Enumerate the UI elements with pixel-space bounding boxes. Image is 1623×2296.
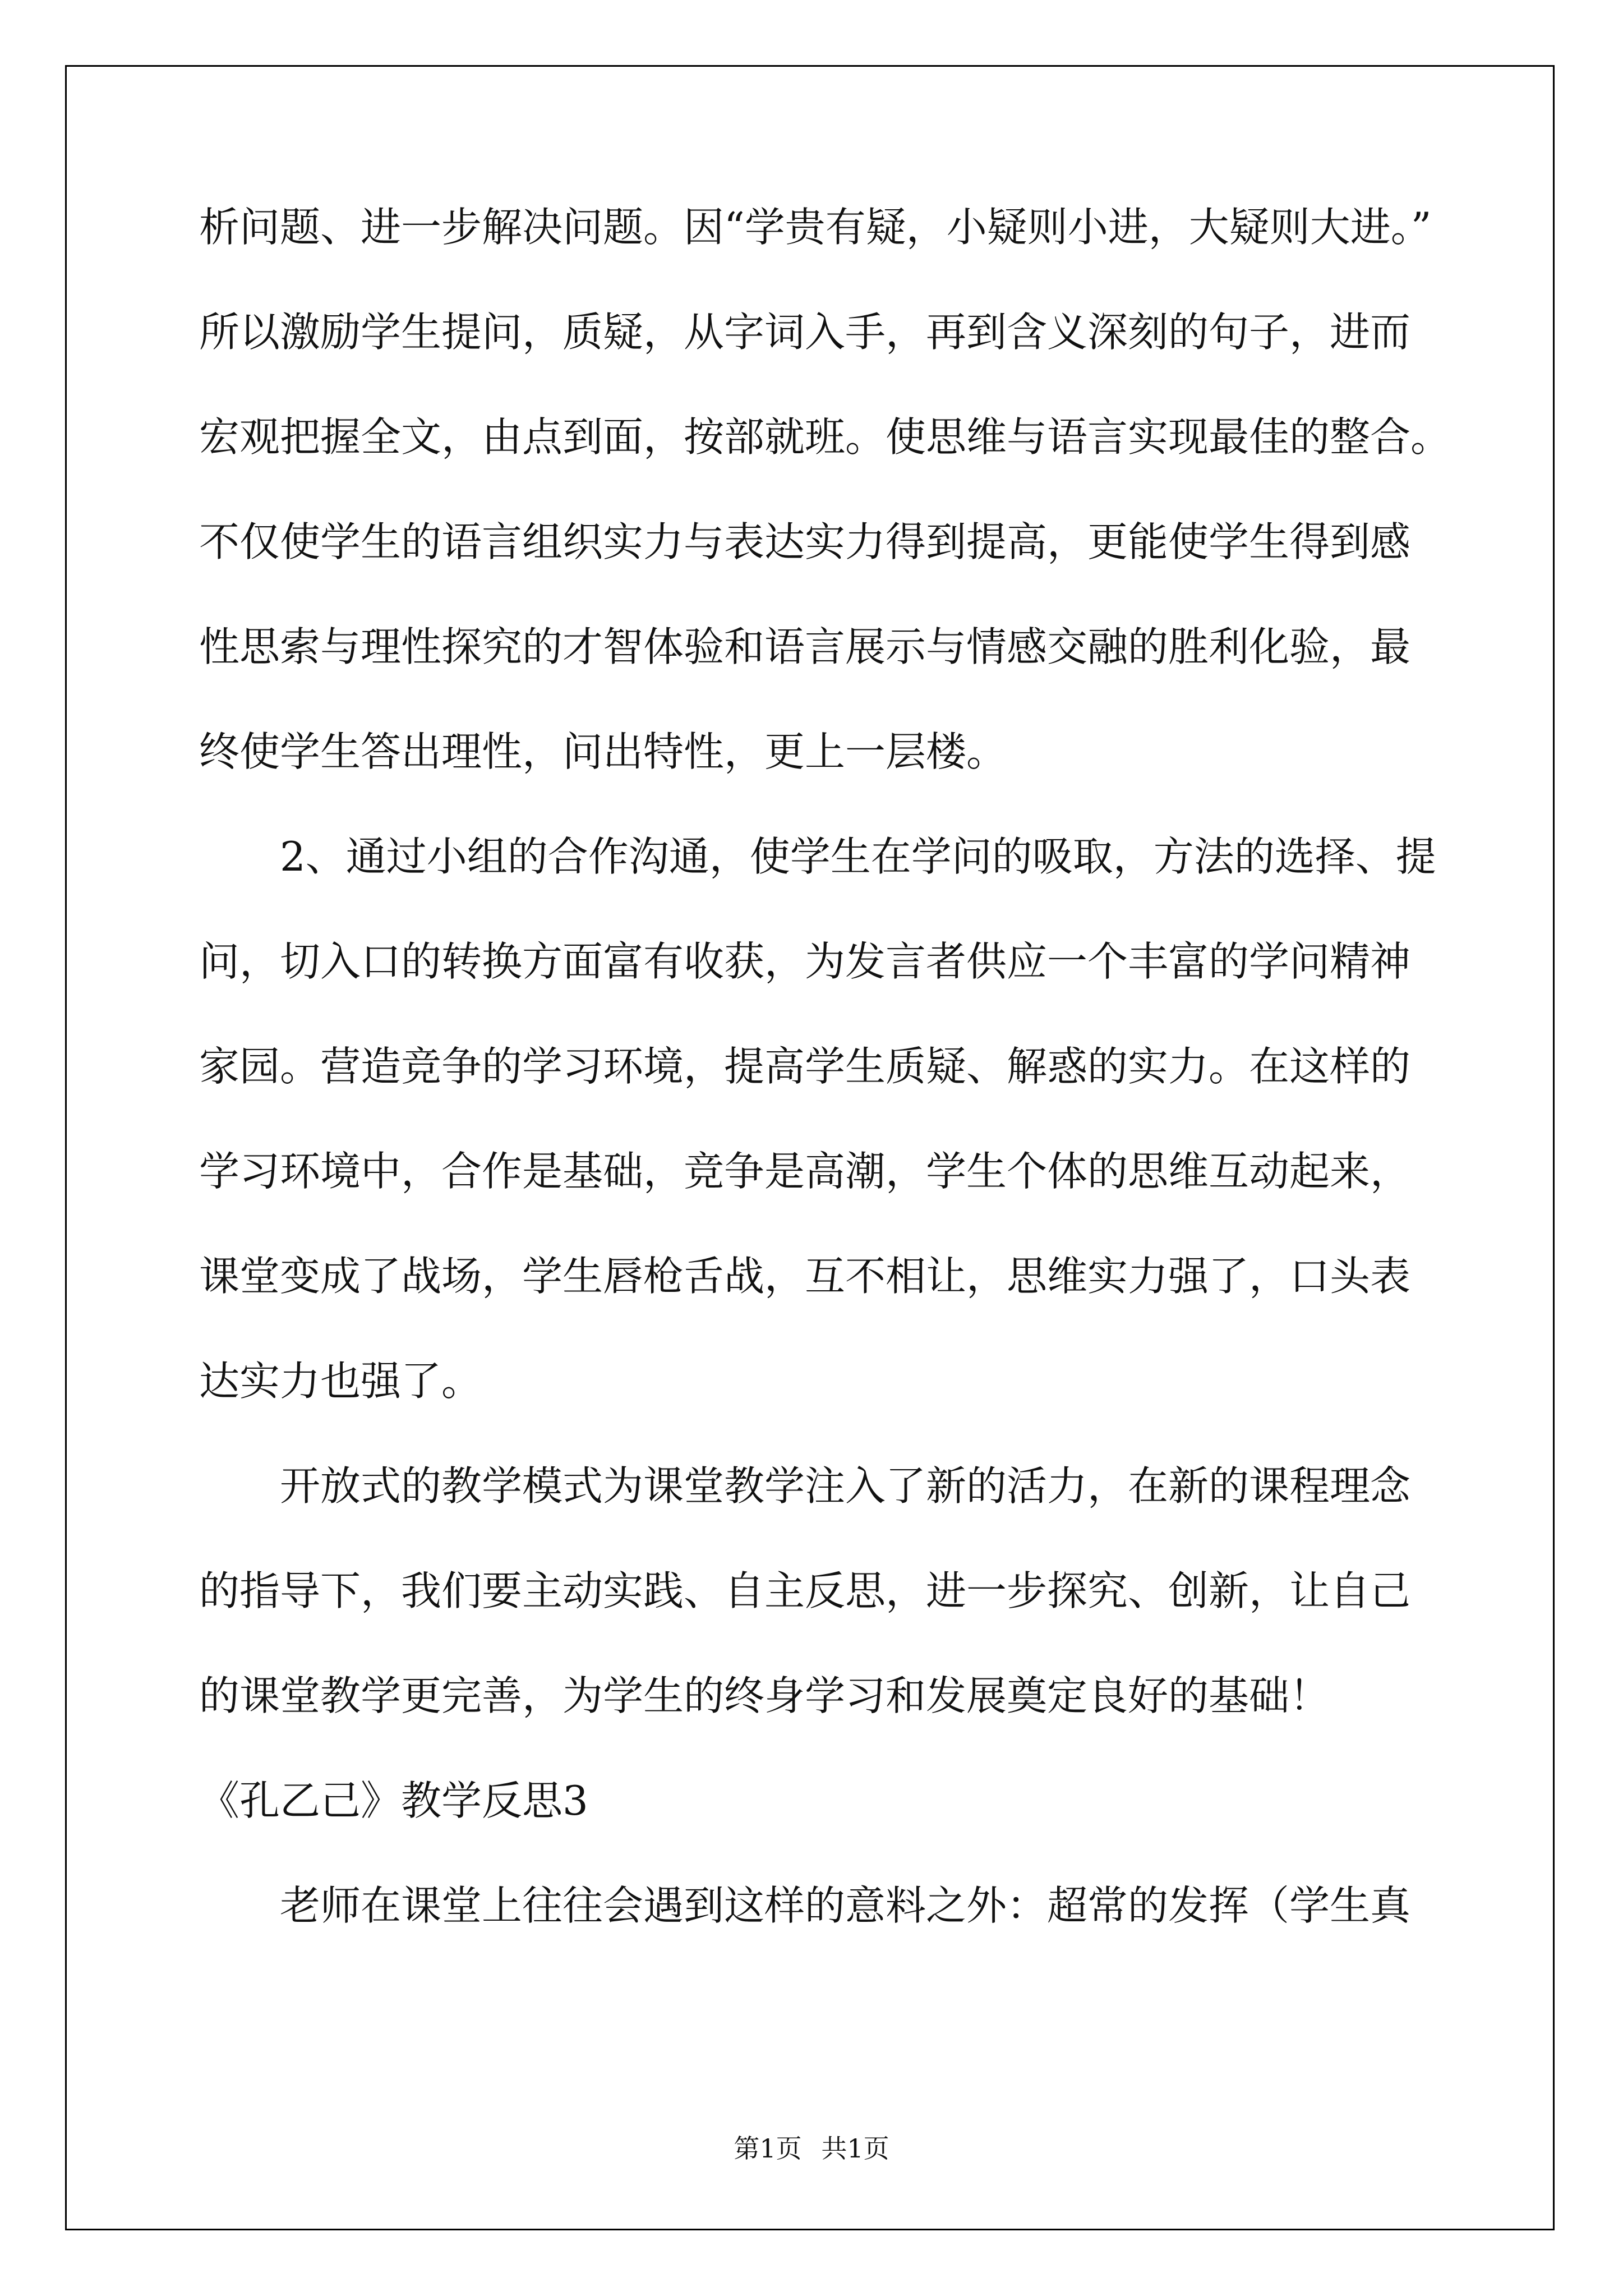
page-number: 第1页 bbox=[734, 2133, 802, 2164]
text-line: 性思索与理性探究的才智体验和语言展示与情感交融的胜利化验，最 bbox=[199, 623, 1411, 670]
text-line: 老师在课堂上往往会遇到这样的意料之外：超常的发挥（学生真 bbox=[199, 1882, 1411, 1929]
text-line: 问，切入口的转换方面富有收获，为发言者供应一个丰富的学问精神 bbox=[199, 938, 1411, 985]
page-footer bbox=[0, 2129, 1623, 2168]
text-line: 析问题、进一步解决问题。因“学贵有疑，小疑则小进，大疑则大进。” bbox=[199, 204, 1432, 251]
section-heading: 《孔乙己》教学反思3 bbox=[199, 1777, 588, 1824]
text-line: 2、通过小组的合作沟通，使学生在学问的吸取，方法的选择、提 bbox=[199, 833, 1436, 880]
text-line: 开放式的教学模式为课堂教学注入了新的活力，在新的课程理念 bbox=[199, 1462, 1411, 1510]
text-line: 学习环境中，合作是基础，竞争是高潮，学生个体的思维互动起来， bbox=[199, 1148, 1411, 1195]
text-line: 课堂变成了战场，学生唇枪舌战，互不相让，思维实力强了，口头表 bbox=[199, 1253, 1411, 1300]
text-line: 的指导下，我们要主动实践、自主反思，进一步探究、创新，让自己 bbox=[199, 1567, 1411, 1614]
page-total: 共1页 bbox=[821, 2133, 889, 2164]
text-line: 终使学生答出理性，问出特性，更上一层楼。 bbox=[199, 728, 1007, 775]
text-line: 的课堂教学更完善，为学生的终身学习和发展奠定良好的基础！ bbox=[199, 1672, 1330, 1719]
text-line: 不仅使学生的语言组织实力与表达实力得到提高，更能使学生得到感 bbox=[199, 518, 1411, 565]
text-line: 家园。营造竞争的学习环境，提高学生质疑、解惑的实力。在这样的 bbox=[199, 1043, 1411, 1090]
text-line: 达实力也强了。 bbox=[199, 1358, 482, 1405]
text-line: 宏观把握全文，由点到面，按部就班。使思维与语言实现最佳的整合。 bbox=[199, 413, 1451, 461]
text-line: 所以激励学生提问，质疑，从字词入手，再到含义深刻的句子，进而 bbox=[199, 309, 1411, 356]
